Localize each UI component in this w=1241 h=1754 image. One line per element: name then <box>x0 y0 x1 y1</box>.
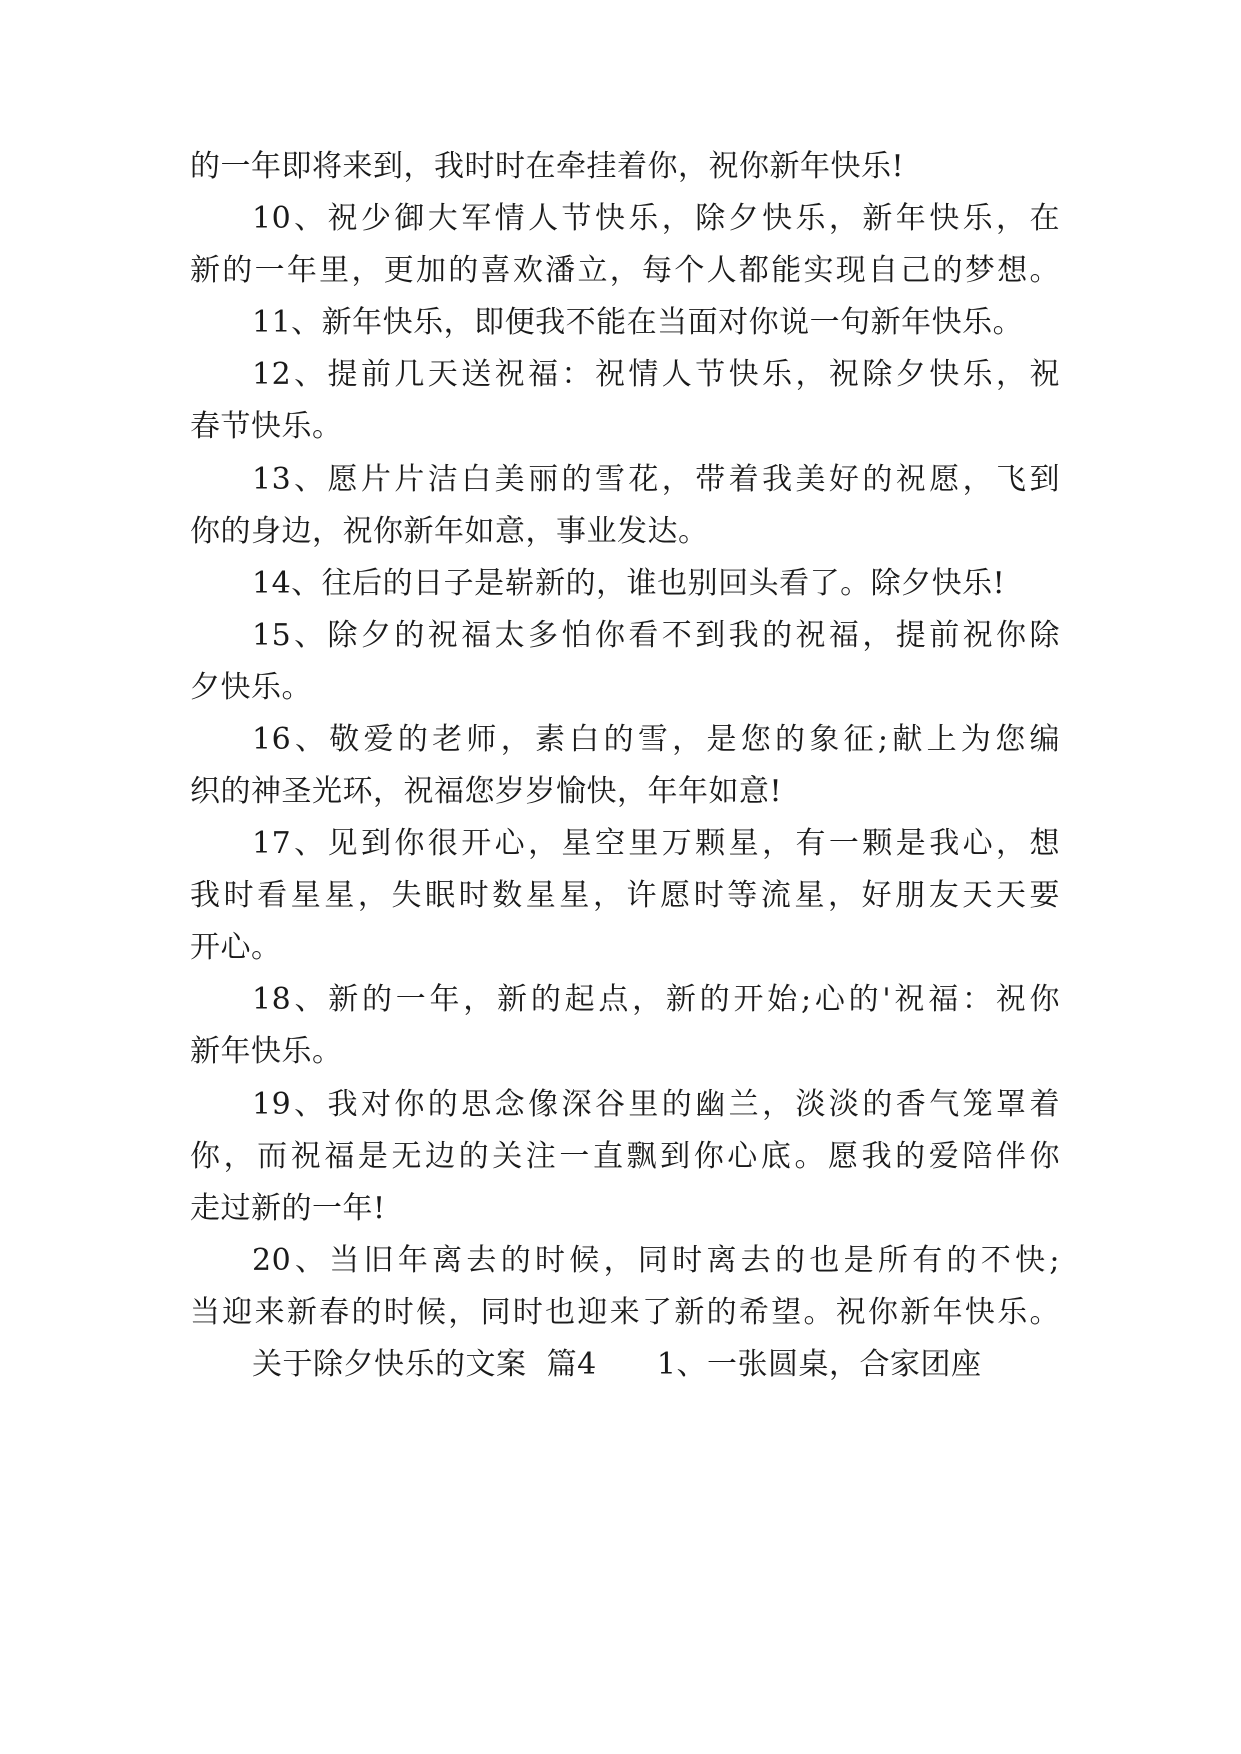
text-line: 13、愿片片洁白美丽的雪花，带着我美好的祝愿，飞到 <box>252 462 1060 497</box>
text-line: 18、新的一年，新的起点，新的开始;心的'祝福：祝你 <box>252 982 1060 1017</box>
text-line: 春节快乐。 <box>190 409 343 444</box>
text-line: 开心。 <box>190 930 282 965</box>
text-line: 当迎来新春的时候，同时也迎来了新的希望。祝你新年快乐。 <box>190 1295 1060 1330</box>
text-line: 20、当旧年离去的时候，同时离去的也是所有的不快; <box>252 1243 1060 1278</box>
text-line: 17、见到你很开心，星空里万颗星，有一颗是我心，想 <box>252 826 1060 861</box>
section-heading-line: 关于除夕快乐的文案 篇4 1、一张圆桌，合家团座 <box>252 1347 982 1382</box>
text-line: 织的神圣光环，祝福您岁岁愉快，年年如意! <box>190 774 783 809</box>
text-line: 11、新年快乐，即便我不能在当面对你说一句新年快乐。 <box>252 305 1024 340</box>
text-line: 10、祝少御大军情人节快乐，除夕快乐，新年快乐，在 <box>252 201 1060 236</box>
text-line: 15、除夕的祝福太多怕你看不到我的祝福，提前祝你除 <box>252 618 1060 653</box>
text-line: 我时看星星，失眠时数星星，许愿时等流星，好朋友天天要 <box>190 878 1060 913</box>
text-line: 16、敬爱的老师，素白的雪，是您的象征;献上为您编 <box>252 722 1060 757</box>
text-line: 14、往后的日子是崭新的，谁也别回头看了。除夕快乐! <box>252 566 1006 601</box>
text-line: 你的身边，祝你新年如意，事业发达。 <box>190 514 709 549</box>
text-line: 夕快乐。 <box>190 670 312 705</box>
text-line: 你，而祝福是无边的关注一直飘到你心底。愿我的爱陪伴你 <box>190 1139 1060 1174</box>
text-line: 新的一年里，更加的喜欢潘立，每个人都能实现自己的梦想。 <box>190 253 1060 288</box>
text-line: 新年快乐。 <box>190 1034 343 1069</box>
text-line: 12、提前几天送祝福：祝情人节快乐，祝除夕快乐，祝 <box>252 357 1060 392</box>
text-line: 走过新的一年! <box>190 1191 386 1226</box>
text-line: 19、我对你的思念像深谷里的幽兰，淡淡的香气笼罩着 <box>252 1087 1060 1122</box>
text-line: 的一年即将来到，我时时在牵挂着你，祝你新年快乐! <box>190 149 905 184</box>
